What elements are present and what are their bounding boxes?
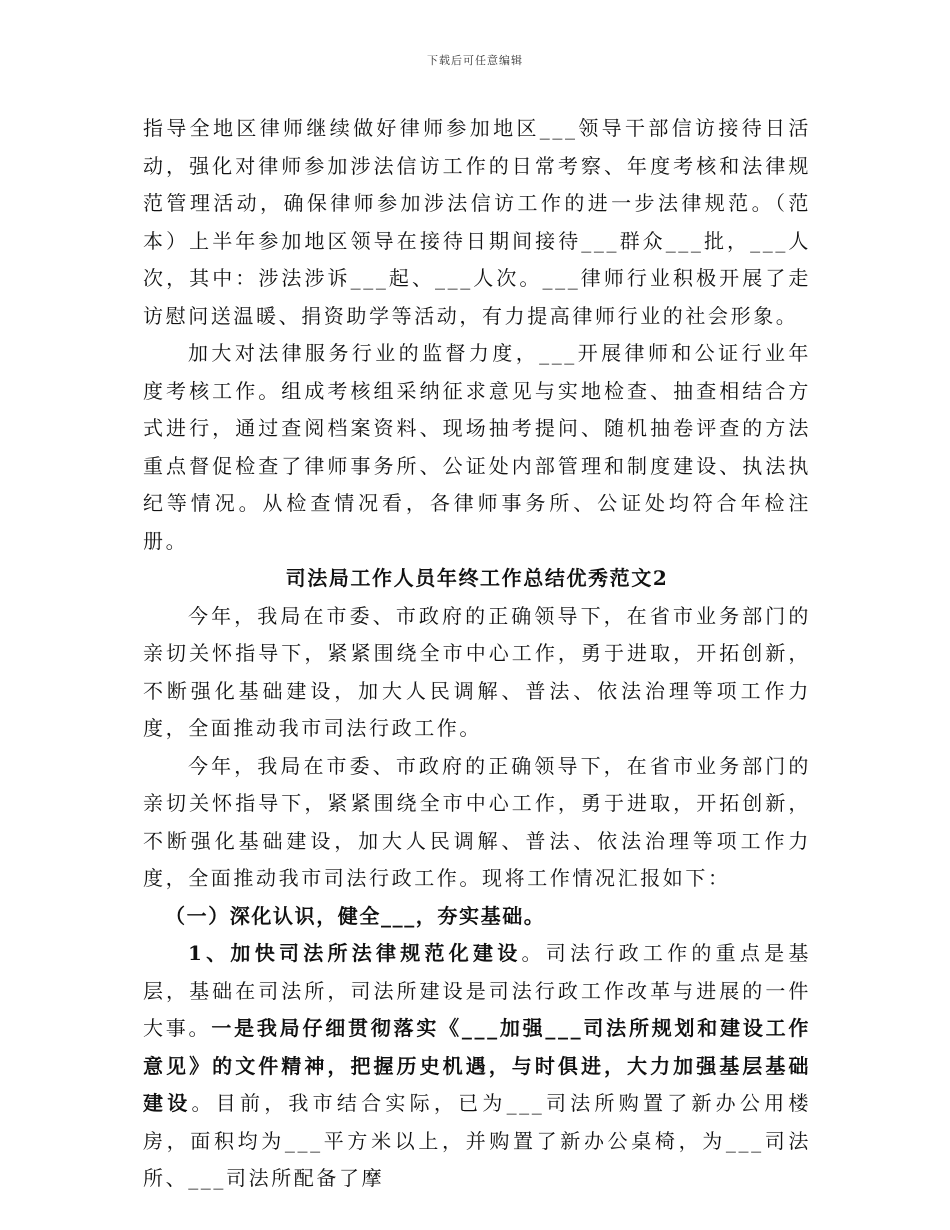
- paragraph-text-end: 。目前，我市结合实际，已为___司法所购置了新办公用楼房，面积均为___平方米以上，并购置了新办公桌椅，为___司法所、___司法所配备了摩: [143, 1091, 812, 1190]
- paragraph-text: 。司法行政工作的重点是基层，基础在司法所，司法所建设是司法行政工作改革与进展的一件大事。: [143, 941, 811, 1040]
- section-title: 司法局工作人员年终工作总结优秀范文2: [285, 566, 669, 590]
- paragraph-judicial-office: [143, 935, 811, 1198]
- section-heading: （一）深化认识，健全___，夯实基础。: [165, 903, 546, 928]
- paragraph-supervision: 加大对法律服务行业的监督力度，___开展律师和公证行业年度考核工作。组成考核组采纳征求意见与实地检查、抽查相结合方式进行，通过查阅档案资料、现场抽考提问、随机抽卷评查的方法重点督促检查了律师事务所、公证处内部管理和制度建设、执法执纪等情况。从检查情况看，各律师事务所、公证处均符合年检注册。: [143, 341, 811, 553]
- paragraph-lawyer-petition: 指导全地区律师继续做好律师参加地区___领导干部信访接待日活动，强化对律师参加涉法信访工作的日常考察、年度考核和法律规范管理活动，确保律师参加涉法信访工作的进一步法律规范。（范本）上半年参加地区领导在接待日期间接待___群众___批，___人次，其中：涉法涉诉___起、___人次。___律师行业积极开展了走访慰问送温暖、捐资助学等活动，有力提高律师行业的社会形象。: [143, 116, 811, 328]
- paragraph-report: 今年，我局在市委、市政府的正确领导下，在省市业务部门的亲切关怀指导下，紧紧围绕全市中心工作，勇于进取，开拓创新，不断强化基础建设，加大人民调解、普法、依法治理等项工作力度，全面推动我市司法行政工作。现将工作情况汇报如下：: [143, 753, 811, 890]
- page-header: 下载后可任意编辑: [427, 54, 523, 67]
- bold-emphasis: 一是我局仔细贯彻落实《___加强___司法所规划和建设工作意见》的文件精神，把握历史机遇，与时俱进，大力加强基层基础建设: [143, 1016, 811, 1115]
- paragraph-intro: 今年，我局在市委、市政府的正确领导下，在省市业务部门的亲切关怀指导下，紧紧围绕全市中心工作，勇于进取，开拓创新，不断强化基础建设，加大人民调解、普法、依法治理等项工作力度，全面推动我市司法行政工作。: [143, 603, 811, 740]
- bold-lead: 1、加快司法所法律规范化建设: [188, 941, 522, 965]
- document-body: [143, 110, 811, 1198]
